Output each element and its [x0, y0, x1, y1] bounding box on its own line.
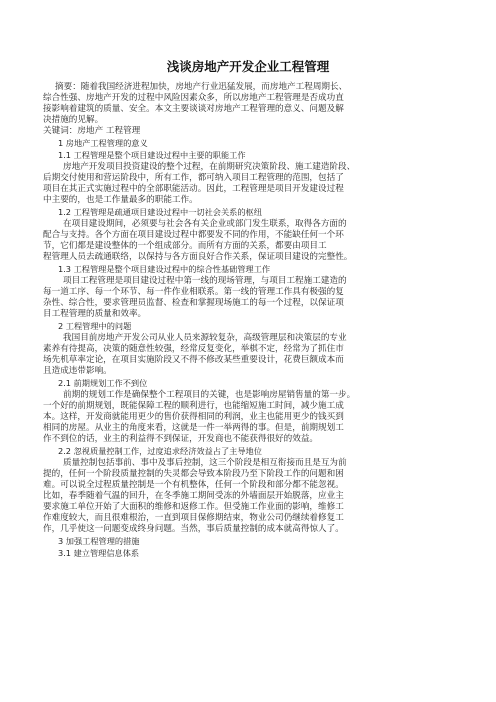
- section-heading: 2.1 前期规划工作不到位: [58, 378, 148, 388]
- text-line: 提的，任何一个阶段质量控制的失灵都会导致本阶段乃至下阶段工作的问题和困: [43, 469, 344, 479]
- text-line: 作，几乎使这一问题变成终身问题。当然，事后质量控制的成本就高得惊人了。: [43, 524, 344, 534]
- text-line: 关键词：房地产 工程管理: [43, 126, 141, 136]
- text-line: 在项目建设期间，必须要与社会各有关企业或部门发生联系，取得各方面的: [63, 219, 347, 229]
- text-line: 素养有待提高，决策的随意性较强，经常反复变化，举棋不定，经常为了抓住市: [43, 344, 344, 354]
- text-line: 作不到位的话，业主的利益得不到保证，开发商也不能获得很好的效益。: [43, 434, 319, 444]
- text-line: 要求施工单位开始了大面积的维修和返修工作。但受施工作业面的影响，维修工: [43, 502, 344, 512]
- text-line: 难。可以说全过程质量控制是一个有机整体，任何一个阶段和部分都不能忽视。: [43, 480, 344, 490]
- text-line: 程管理人员去疏通联络，以保持与各方面良好合作关系，保证项目建设的完整性。: [43, 252, 353, 262]
- text-line: 综合性强、房地产开发的过程中风险因素众多，所以房地产工程管理是否成功直: [43, 93, 344, 103]
- section-heading: 3 加强工程管理的措施: [58, 536, 140, 546]
- text-line: 相同的房屋。从业主的角度来看，这就是一件一举两得的事。但是，前期规划工: [43, 423, 344, 433]
- text-line: 房地产开发项目投资建设的整个过程，在前期研究决策阶段、施工建造阶段、: [63, 162, 356, 172]
- text-line: 杂性、综合性，要求管理员监督、检查和掌握现场施工的每一个过程，以保证项: [43, 298, 344, 308]
- text-line: 中主要的，也是工作量最多的职能工作。: [43, 195, 198, 205]
- text-line: 摘要：随着我国经济进程加快，房地产行业迅猛发展，而房地产工程周期长、: [55, 82, 348, 92]
- section-heading: 2.2 忽视质量控制工作，过度追求经济效益占了主导地位: [58, 446, 262, 456]
- section-heading: 1 房地产工程管理的意义: [58, 138, 148, 148]
- text-line: 节，它们都是建设整体的一个组成部分。而所有方面的关系，都要由项目工: [43, 241, 327, 251]
- text-line: 后期交付使用和营运阶段中，所有工作，都可纳入项目工程管理的范围，包括了: [43, 173, 344, 183]
- document-title: 浅谈房地产开发企业工程管理: [166, 59, 330, 74]
- section-heading: 1.2 工程管理是疏通项目建设过程中一切社会关系的枢纽: [58, 207, 262, 217]
- section-heading: 2 工程管理中的问题: [58, 321, 132, 331]
- text-line: 项目在其正式实施过程中的全部职能活动。因此，工程管理是项目开发建设过程: [43, 184, 344, 194]
- text-line: 我国目前房地产开发公司从业人员来源较复杂，高级管理层和决策层的专业: [63, 333, 347, 343]
- text-line: 本。这样，开发商就能用更少的售价获得相同的利润，业主也能用更少的钱买到: [43, 412, 344, 422]
- text-line: 质量控制包括事前、事中及事后控制，这三个阶段是相互衔接而且是互为前: [63, 458, 347, 468]
- text-line: 比如，春季随着气温的回升，在冬季施工期间受冻的外墙面层开始脱落，应业主: [43, 491, 344, 501]
- text-line: 目工程管理的质量和效率。: [43, 309, 147, 319]
- section-heading: 1.3 工程管理是整个项目建设过程中的综合性基础管理工作: [58, 264, 271, 274]
- text-line: 每一道工序、每一个环节、每一件作业相联系。第一线的管理工作具有极强的复: [43, 287, 344, 297]
- text-line: 且造成违带影响。: [43, 366, 112, 376]
- text-line: 前期的规划工作是确保整个工程项目的关键，也是影响房屋销售量的第一步。: [63, 390, 356, 400]
- text-line: 一个好的前期规划，既能保障工程的顺利进行，也能缩短施工时间，减少施工成: [43, 401, 344, 411]
- text-line: 场先机草率定论，在项目实施阶段又不得不修改某些重要设计，花费巨额成本而: [43, 355, 344, 365]
- text-line: 作难度较大，而且很难根治，一直到项目保修期结束，物业公司仍继续着修复工: [43, 513, 344, 523]
- section-heading: 3.1 建立管理信息体系: [58, 548, 140, 558]
- text-line: 接影响着建筑的质量、安全。本文主要谈谈对房地产工程管理的意义、问题及解: [43, 104, 344, 114]
- text-line: 配合与支持。各个方面在项目建设过程中都要发不同的作用，不能缺任何一个环: [43, 230, 344, 240]
- text-line: 决措施的见解。: [43, 115, 104, 125]
- section-heading: 1.1 工程管理是整个项目建设过程中主要的职能工作: [58, 150, 246, 160]
- text-line: 项目工程管理是项目建设过程中第一线的现场管理，与项目工程施工建造的: [63, 276, 347, 286]
